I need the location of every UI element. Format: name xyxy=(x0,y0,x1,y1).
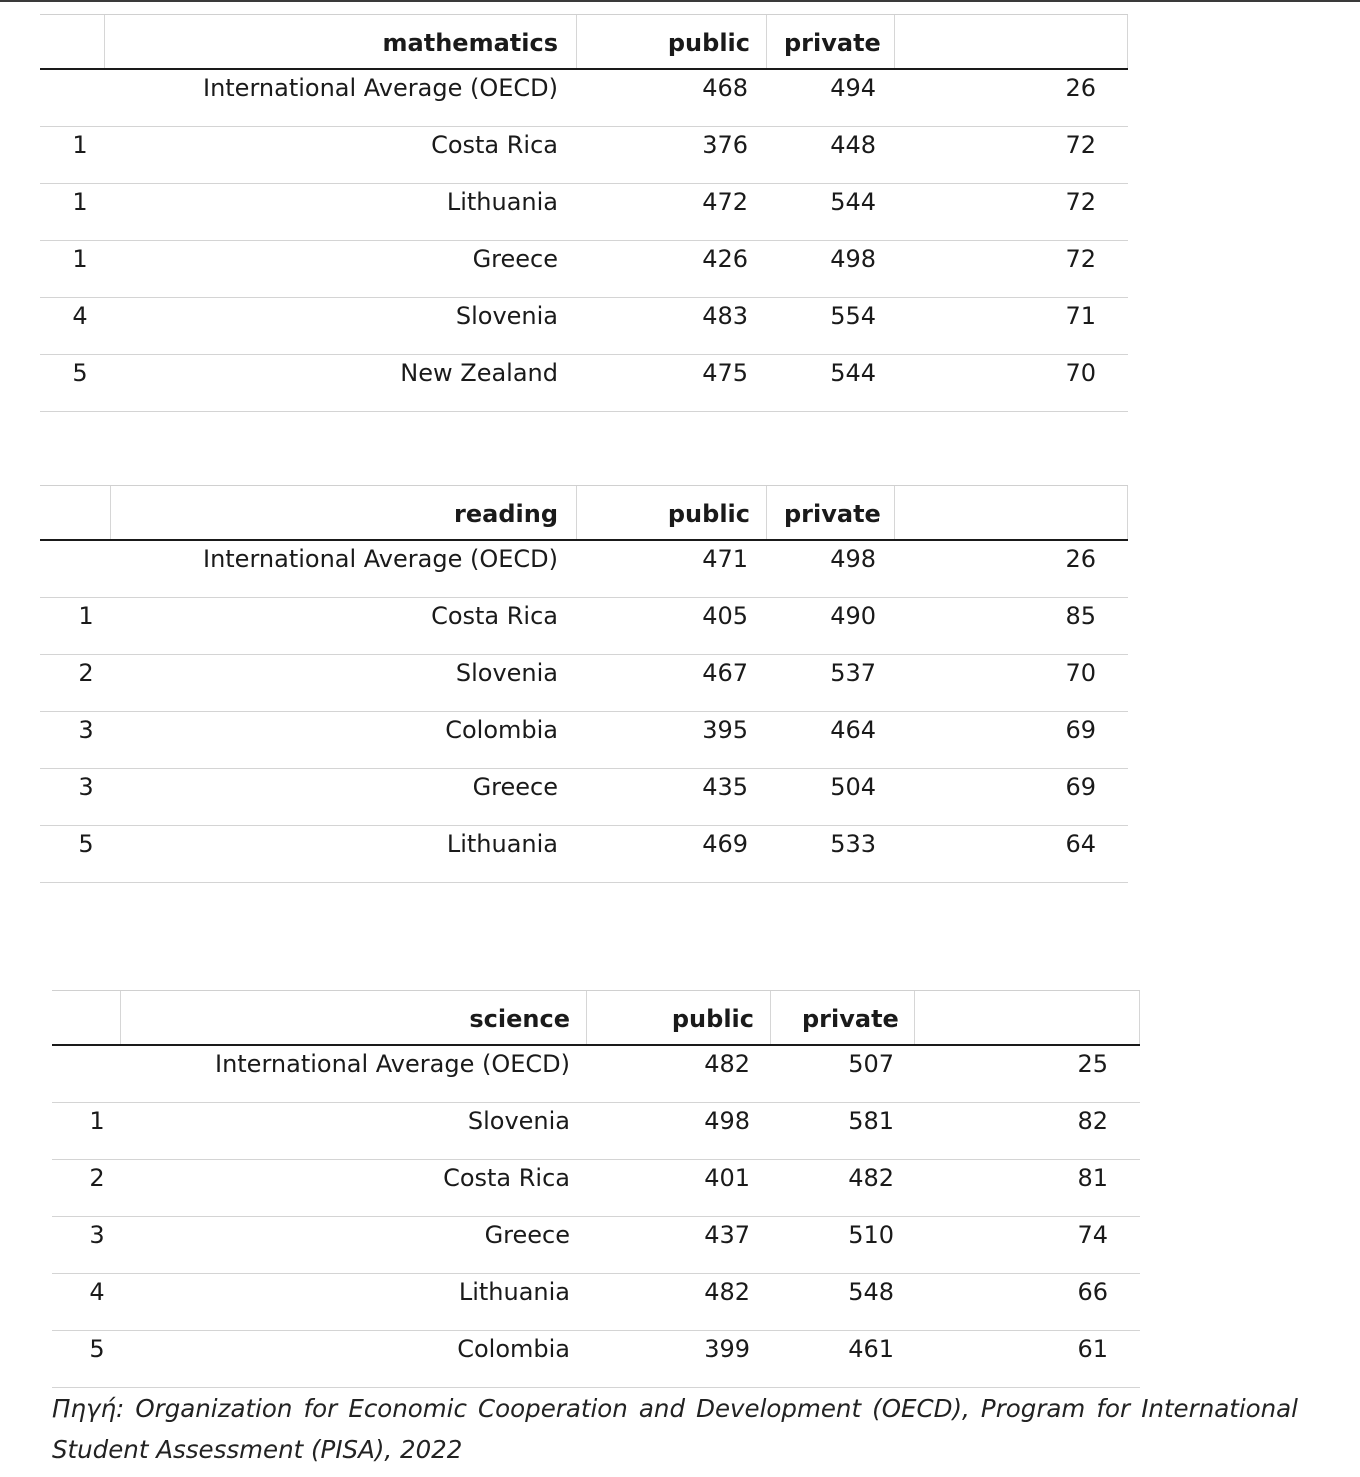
private-score-cell: 544 xyxy=(830,188,876,216)
country-cell: Colombia xyxy=(445,716,558,744)
public-score-cell: 435 xyxy=(702,773,748,801)
difference-cell: 66 xyxy=(1077,1278,1108,1306)
difference-cell: 74 xyxy=(1077,1221,1108,1249)
country-cell: Lithuania xyxy=(446,188,558,216)
country-cell: New Zealand xyxy=(400,359,558,387)
table-row xyxy=(40,298,1128,355)
difference-cell: 70 xyxy=(1065,659,1096,687)
country-cell: Lithuania xyxy=(458,1278,570,1306)
table-row xyxy=(40,598,1128,655)
difference-cell: 72 xyxy=(1065,131,1096,159)
country-cell: Slovenia xyxy=(467,1107,570,1135)
country-cell: Colombia xyxy=(457,1335,570,1363)
country-cell: Greece xyxy=(472,245,558,273)
public-score-cell: 498 xyxy=(704,1107,750,1135)
table-row xyxy=(40,655,1128,712)
rank-cell: 2 xyxy=(78,659,94,687)
private-score-cell: 548 xyxy=(848,1278,894,1306)
private-score-cell: 507 xyxy=(848,1050,894,1078)
rank-cell: 1 xyxy=(72,131,88,159)
country-cell: Greece xyxy=(472,773,558,801)
private-header: private xyxy=(784,500,881,528)
table-row xyxy=(40,127,1128,184)
table-header xyxy=(52,990,1140,1046)
rank-cell: 1 xyxy=(72,245,88,273)
private-score-cell: 581 xyxy=(848,1107,894,1135)
public-header: public xyxy=(671,1005,754,1033)
private-header: private xyxy=(784,29,881,57)
table-header xyxy=(40,485,1128,541)
subject-header: reading xyxy=(454,500,558,528)
country-cell: International Average (OECD) xyxy=(202,545,558,573)
public-score-cell: 401 xyxy=(704,1164,750,1192)
rank-cell: 5 xyxy=(89,1335,105,1363)
difference-cell: 26 xyxy=(1065,74,1096,102)
private-score-cell: 554 xyxy=(830,302,876,330)
public-score-cell: 468 xyxy=(702,74,748,102)
country-cell: International Average (OECD) xyxy=(202,74,558,102)
reading-table xyxy=(40,485,1128,883)
country-cell: Costa Rica xyxy=(431,131,558,159)
public-score-cell: 437 xyxy=(704,1221,750,1249)
table-row xyxy=(40,355,1128,412)
source-note: Πηγή: Organization for Economic Cooperation and Development (OECD), Program for International Student Assessment (PISA), 2022 xyxy=(52,1394,1298,1464)
public-score-cell: 482 xyxy=(704,1278,750,1306)
table-row xyxy=(52,1217,1140,1274)
country-cell: Costa Rica xyxy=(443,1164,570,1192)
country-cell: International Average (OECD) xyxy=(214,1050,570,1078)
difference-cell: 85 xyxy=(1065,602,1096,630)
public-header: public xyxy=(667,29,750,57)
table-row xyxy=(40,769,1128,826)
private-score-cell: 494 xyxy=(830,74,876,102)
rank-cell: 5 xyxy=(78,830,94,858)
rank-cell: 1 xyxy=(72,188,88,216)
country-cell: Greece xyxy=(484,1221,570,1249)
private-score-cell: 510 xyxy=(848,1221,894,1249)
rank-cell: 2 xyxy=(89,1164,105,1192)
difference-cell: 70 xyxy=(1065,359,1096,387)
public-score-cell: 469 xyxy=(702,830,748,858)
rank-cell: 3 xyxy=(89,1221,105,1249)
difference-cell: 61 xyxy=(1077,1335,1108,1363)
private-score-cell: 544 xyxy=(830,359,876,387)
public-score-cell: 483 xyxy=(702,302,748,330)
table-row xyxy=(40,541,1128,598)
table-row xyxy=(52,1103,1140,1160)
table-row xyxy=(40,826,1128,883)
table-row xyxy=(52,1160,1140,1217)
private-score-cell: 461 xyxy=(848,1335,894,1363)
difference-cell: 26 xyxy=(1065,545,1096,573)
private-score-cell: 464 xyxy=(830,716,876,744)
private-score-cell: 498 xyxy=(830,245,876,273)
difference-cell: 82 xyxy=(1077,1107,1108,1135)
private-score-cell: 533 xyxy=(830,830,876,858)
private-score-cell: 498 xyxy=(830,545,876,573)
subject-header: mathematics xyxy=(382,29,558,57)
table-row xyxy=(52,1046,1140,1103)
rank-cell: 4 xyxy=(72,302,88,330)
subject-header: science xyxy=(469,1005,570,1033)
public-score-cell: 405 xyxy=(702,602,748,630)
top-border xyxy=(0,0,1360,2)
difference-cell: 69 xyxy=(1065,716,1096,744)
private-score-cell: 490 xyxy=(830,602,876,630)
science-table xyxy=(52,990,1140,1388)
private-header: private xyxy=(802,1005,899,1033)
difference-cell: 69 xyxy=(1065,773,1096,801)
table-row xyxy=(40,70,1128,127)
mathematics-table xyxy=(40,14,1128,412)
rank-cell: 5 xyxy=(72,359,88,387)
rank-cell: 3 xyxy=(78,716,94,744)
rank-cell: 4 xyxy=(89,1278,105,1306)
table-header xyxy=(40,14,1128,70)
table-row xyxy=(40,184,1128,241)
public-score-cell: 471 xyxy=(702,545,748,573)
rank-cell: 1 xyxy=(78,602,94,630)
difference-cell: 72 xyxy=(1065,245,1096,273)
public-score-cell: 395 xyxy=(702,716,748,744)
difference-cell: 71 xyxy=(1065,302,1096,330)
difference-cell: 72 xyxy=(1065,188,1096,216)
public-score-cell: 399 xyxy=(704,1335,750,1363)
difference-cell: 64 xyxy=(1065,830,1096,858)
difference-cell: 25 xyxy=(1077,1050,1108,1078)
public-score-cell: 376 xyxy=(702,131,748,159)
table-row xyxy=(52,1331,1140,1388)
country-cell: Slovenia xyxy=(455,659,558,687)
table-row xyxy=(52,1274,1140,1331)
public-score-cell: 475 xyxy=(702,359,748,387)
rank-cell: 1 xyxy=(89,1107,105,1135)
private-score-cell: 504 xyxy=(830,773,876,801)
public-score-cell: 426 xyxy=(702,245,748,273)
country-cell: Costa Rica xyxy=(431,602,558,630)
private-score-cell: 537 xyxy=(830,659,876,687)
public-score-cell: 482 xyxy=(704,1050,750,1078)
public-score-cell: 467 xyxy=(702,659,748,687)
table-row xyxy=(40,712,1128,769)
country-cell: Slovenia xyxy=(455,302,558,330)
rank-cell: 3 xyxy=(78,773,94,801)
private-score-cell: 448 xyxy=(830,131,876,159)
private-score-cell: 482 xyxy=(848,1164,894,1192)
country-cell: Lithuania xyxy=(446,830,558,858)
table-row xyxy=(40,241,1128,298)
public-header: public xyxy=(667,500,750,528)
public-score-cell: 472 xyxy=(702,188,748,216)
difference-cell: 81 xyxy=(1077,1164,1108,1192)
